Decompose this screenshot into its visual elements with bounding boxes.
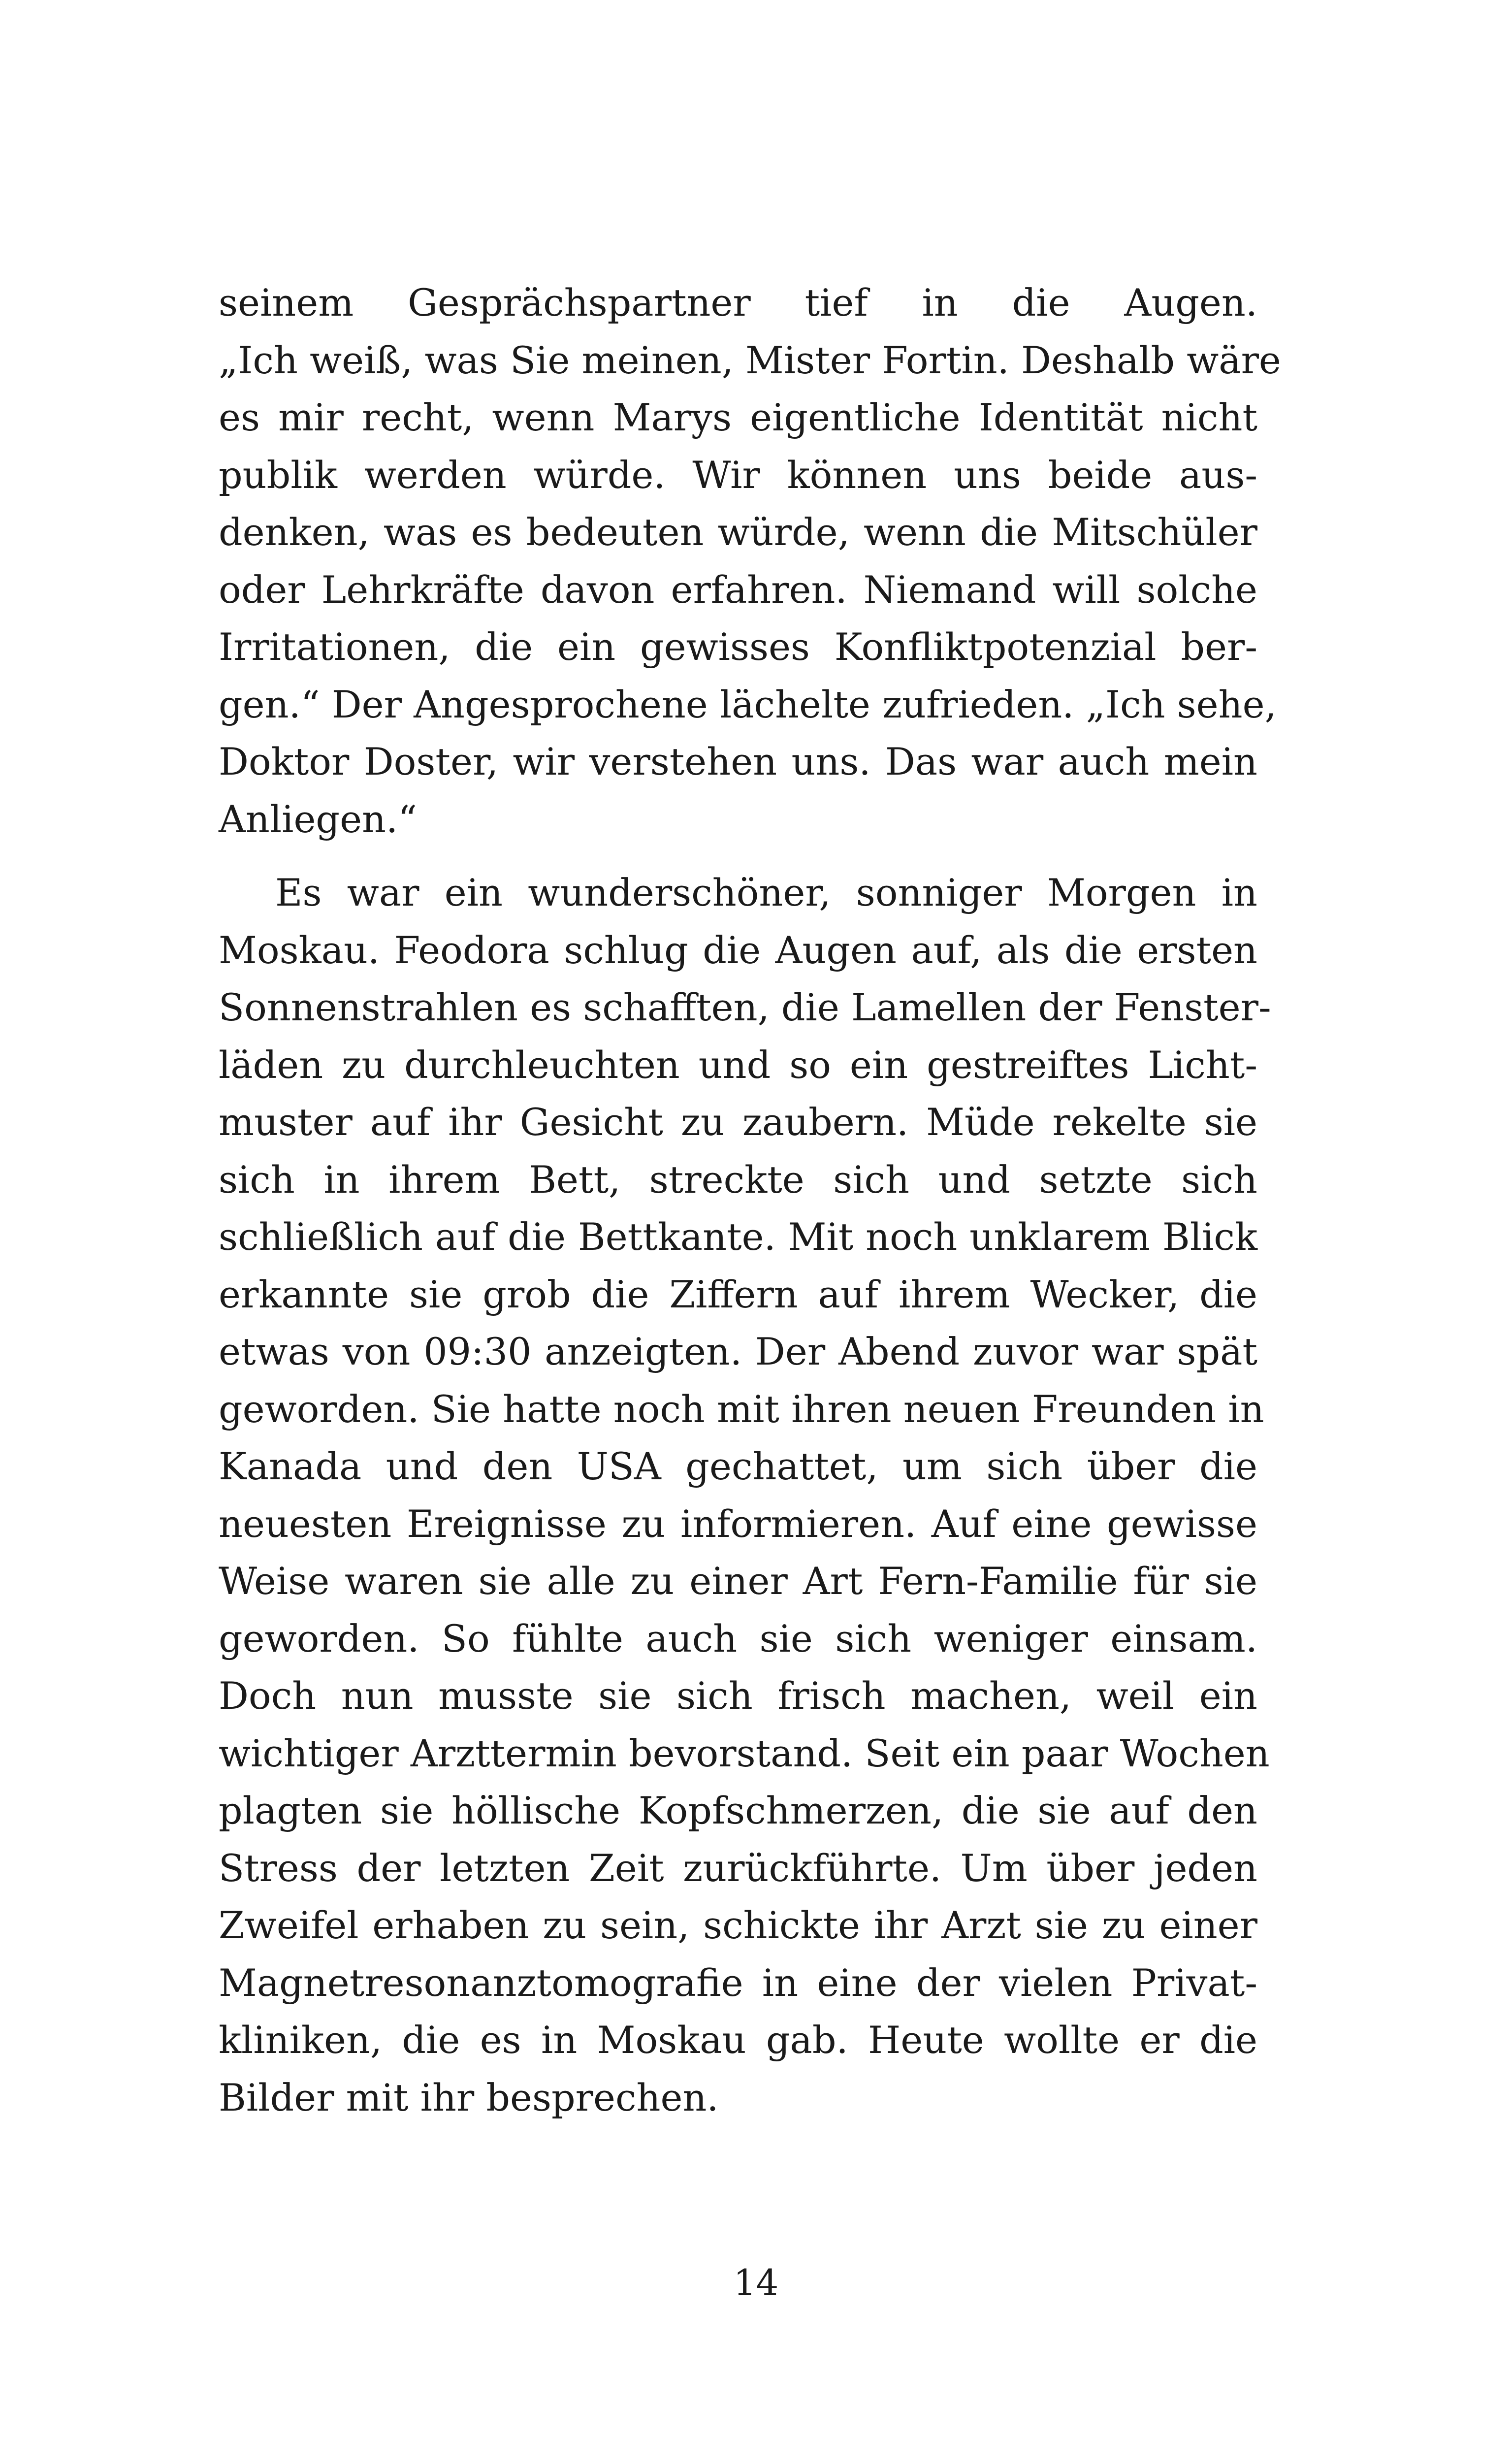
text-line: denken, was es bedeuten würde, wenn die Mitschüler (219, 510, 1257, 554)
text-line: wichtiger Arzttermin bevorstand. Seit ein paar Wochen (219, 1731, 1270, 1775)
text-line: oder Lehrkräfte davon erfahren. Niemand will solche (219, 567, 1257, 612)
text-line: Anliegen.“ (219, 797, 418, 841)
text-line: Weise waren sie alle zu einer Art Fern-Familie für sie (219, 1559, 1257, 1603)
text-line: muster auf ihr Gesicht zu zaubern. Müde rekelte sie (219, 1100, 1257, 1144)
text-line: etwas von 09:30 anzeigten. Der Abend zuvor war spät (219, 1330, 1257, 1373)
page-number: 14 (733, 2262, 779, 2303)
text-line: Bilder mit ihr besprechen. (219, 2075, 719, 2119)
text-line: geworden. So fühlte auch sie sich weniger einsam. (219, 1616, 1257, 1661)
text-line: Moskau. Feodora schlug die Augen auf, als die ersten (219, 928, 1257, 972)
text-line: erkannte sie grob die Ziffern auf ihrem Wecker, die (219, 1272, 1257, 1316)
text-line: Doch nun musste sie sich frisch machen, weil ein (219, 1674, 1257, 1718)
text-line: publik werden würde. Wir können uns beide aus- (219, 453, 1257, 497)
text-line: Magnetresonanztomografie in eine der vielen Privat- (219, 1960, 1257, 2005)
text-line: läden zu durchleuchten und so ein gestreiftes Licht- (219, 1042, 1257, 1087)
text-line: Es war ein wunderschöner, sonniger Morgen in (275, 871, 1257, 914)
text-line: plagten sie höllische Kopfschmerzen, die sie auf den (219, 1789, 1257, 1832)
text-line: Irritationen, die ein gewisses Konfliktpotenzial ber- (219, 625, 1257, 669)
text-line: neuesten Ereignisse zu informieren. Auf eine gewisse (219, 1501, 1257, 1546)
text-line: geworden. Sie hatte noch mit ihren neuen Freunden in (219, 1387, 1264, 1431)
paragraph-dialogue (219, 274, 1281, 848)
text-line: Stress der letzten Zeit zurückführte. Um über jeden (219, 1846, 1257, 1890)
text-line: seinem Gesprächspartner tief in die Augen. (219, 281, 1257, 325)
text-line: Sonnenstrahlen es schafften, die Lamellen der Fenster- (219, 985, 1271, 1029)
text-line: Kanada und den USA gechattet, um sich über die (219, 1444, 1257, 1488)
text-line: „Ich weiß, was Sie meinen, Mister Fortin. Deshalb wäre (219, 338, 1281, 382)
text-line: gen.“ Der Angesprochene lächelte zufrieden. „Ich sehe, (219, 682, 1277, 726)
paragraph-moscow-morning (219, 864, 1271, 2126)
text-line: kliniken, die es in Moskau gab. Heute wollte er die (219, 2018, 1257, 2062)
text-line: es mir recht, wenn Marys eigentliche Identität nicht (219, 395, 1257, 439)
text-line: sich in ihrem Bett, streckte sich und setzte sich (219, 1157, 1257, 1202)
text-line: Doktor Doster, wir verstehen uns. Das war auch mein (219, 740, 1257, 783)
text-line: schließlich auf die Bettkante. Mit noch unklarem Blick (219, 1215, 1257, 1259)
text-line: Zweifel erhaben zu sein, schickte ihr Arzt sie zu einer (219, 1903, 1257, 1947)
